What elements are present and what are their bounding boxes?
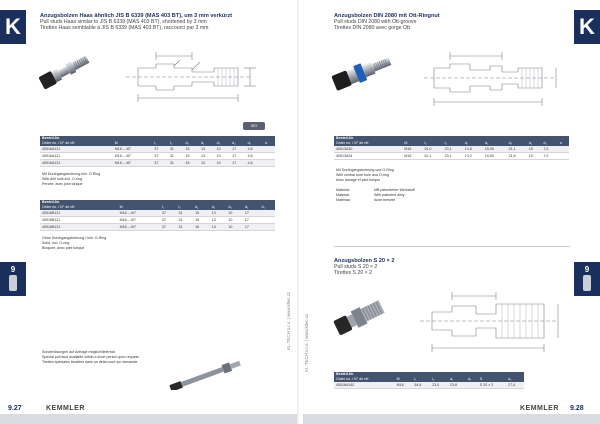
table-cell: 37 <box>160 217 177 224</box>
col-header: M <box>113 140 153 146</box>
left-subtitle: Pull studs Haas similar to JIS B 6339 (MAS 403 BT), shortened by 3 mm <box>40 19 207 26</box>
col-header: d₃ <box>507 140 527 146</box>
order-number: 40516A162 <box>334 382 395 389</box>
table-cell: 17 <box>243 210 260 217</box>
section2-title: Anzugsbolzen S 20 × 2 <box>334 258 395 264</box>
note-line: Sonderlösungen auf Anfrage möglich/lieferbar. <box>42 350 116 354</box>
chapter-tab <box>0 262 26 296</box>
pull-stud-photo <box>34 46 96 94</box>
order-number: 40516B121 <box>40 210 118 217</box>
table-cell: 15 <box>193 224 210 231</box>
col-header: Order no. / N° de réf. <box>334 140 402 146</box>
table-cell: 23,0 <box>430 382 448 389</box>
spec-value: MB patentierter Werkstoff <box>374 188 415 192</box>
col-header: l₁ <box>412 376 430 382</box>
table-cell: 31 <box>168 153 184 160</box>
left-note-1 <box>42 172 100 186</box>
table-cell: 21,1 <box>507 146 527 153</box>
order-number: 40516A121 <box>40 160 113 167</box>
brand-tab: K <box>574 10 600 44</box>
left-title: Anzugsbolzen Haas ähnlich JIS B 6339 (MAS 403 BT), um 3 mm verkürzt <box>40 13 233 19</box>
table-row <box>334 382 524 389</box>
note-line: Solid, incl. O-ring <box>42 240 70 245</box>
col-header: d₂ <box>210 204 227 210</box>
technical-drawing <box>118 46 278 108</box>
right-subtitle-fr: Tirettes DIN 2080 avec gorge Ott <box>334 25 410 32</box>
table-cell: 4,6 <box>246 153 263 160</box>
note-line: Mit Durchgangsbohrung und O-Ring <box>336 168 394 172</box>
table-cell: 31 <box>177 210 194 217</box>
col-header: l₁ <box>152 140 168 146</box>
col-header: Order no. / N° de réf. <box>40 140 113 146</box>
note-line: With drill hole incl. O-ring <box>42 176 82 181</box>
right-subtitle: Pull studs DIN 2080 with Ott-groove <box>334 19 417 26</box>
table-cell: 15 <box>183 160 199 167</box>
s20-pull-stud-photo <box>330 292 390 342</box>
col-header: d₃ <box>226 204 243 210</box>
note-line: Mit Durchgangsbohrung inkl. O-Ring <box>42 172 101 176</box>
col-header: d₅ <box>541 140 557 146</box>
table-cell: 31 <box>168 160 184 167</box>
col-header: Order no. / N° de réf. <box>40 204 118 210</box>
col-header: d₁ <box>463 140 483 146</box>
table-cell: 21,6 <box>507 153 527 160</box>
s20-technical-drawing <box>412 288 572 358</box>
table-caption: Bestell-Nr. <box>40 200 275 204</box>
col-header: α <box>263 140 275 146</box>
brand-tab: K <box>0 10 26 44</box>
col-header: α <box>558 140 569 146</box>
table-cell: M16 – 40° <box>113 153 153 160</box>
order-number: 40513A30 <box>334 146 402 153</box>
chapter-tab <box>574 262 600 296</box>
col-header: d₃ <box>215 140 231 146</box>
table-cell: 10 <box>215 153 231 160</box>
col-header: Order no. / N° de réf. <box>334 376 395 382</box>
pull-stud-icon <box>583 275 591 291</box>
note-line: Tirettes spéciales livrables dans un délai court sur demande. <box>42 359 139 364</box>
note-line: Special pull stud available within a short period upon request. <box>42 354 140 359</box>
col-header: d₂ <box>483 140 507 146</box>
table-cell: 17 <box>230 146 246 153</box>
spec-label: Material: <box>336 192 350 197</box>
table-cell: 17 <box>243 224 260 231</box>
table-cell: 13 <box>199 153 215 160</box>
table-cell: 27,4 <box>506 382 524 389</box>
chapter-number: 9 <box>584 265 590 274</box>
spec-value: With patented alloy <box>374 192 405 197</box>
col-header: l₁ <box>160 204 177 210</box>
left-table-1 <box>40 136 275 167</box>
table-cell: 23,1 <box>443 153 463 160</box>
section-divider <box>334 246 570 247</box>
col-header: l₂ <box>430 376 448 382</box>
table-cell: M16 – 40° <box>118 210 160 217</box>
col-header: l₁ <box>423 140 443 146</box>
table-cell: 15,00 <box>483 146 507 153</box>
right-note-1 <box>336 168 394 182</box>
col-header: d₁ <box>183 140 199 146</box>
table-cell: 17 <box>230 153 246 160</box>
note-line: Bloquée, avec joint torique <box>42 245 85 250</box>
col-header: d₂ <box>199 140 215 146</box>
col-header: d₁ <box>193 204 210 210</box>
table-cell: 61,1 <box>423 153 443 160</box>
table-row <box>40 224 275 231</box>
page-number: 9.28 <box>570 405 584 412</box>
order-number: 40516A121 <box>40 153 113 160</box>
pull-stud-icon <box>9 275 17 291</box>
note-line: Avec lamage et joint torique <box>336 177 381 182</box>
note-line: With central bore hole and O-ring <box>336 172 389 177</box>
col-header: l₂ <box>443 140 463 146</box>
table-caption: Bestell-Nr. <box>40 136 275 140</box>
chapter-number: 9 <box>10 265 16 274</box>
table-cell: 10 <box>226 224 243 231</box>
col-header: S <box>478 376 506 382</box>
table-cell: 4,6 <box>246 146 263 153</box>
section2-header <box>334 258 534 277</box>
right-table-1 <box>334 136 569 160</box>
table-cell: 7,0 <box>541 146 557 153</box>
right-title: Anzugsbolzen DIN 2080 mit Ott-Ringnut <box>334 13 440 19</box>
table-cell: 15 <box>183 146 199 153</box>
vertical-contact: KL-TECH s.r.o. | www.kltec.cz <box>286 291 291 350</box>
table-cell: 13 <box>210 210 227 217</box>
table-cell: M16 <box>395 382 413 389</box>
table-caption: Bestell-Nr. <box>334 136 569 140</box>
table-row <box>40 217 275 224</box>
table-cell: 13,2 <box>463 153 483 160</box>
table-cell: 10 <box>215 160 231 167</box>
section2-subtitle: Pull studs S 20 × 2 <box>334 264 378 271</box>
col-header: d₄ <box>243 204 260 210</box>
col-header: d₁ <box>448 376 466 382</box>
col-header: l₂ <box>168 140 184 146</box>
spec-label: Material: <box>336 188 350 192</box>
section2-subtitle-fr: Tirettes S 20 × 2 <box>334 270 373 277</box>
order-number: 40516B121 <box>40 224 118 231</box>
order-number: 40516A121 <box>40 146 113 153</box>
spec-value: Acier breveté <box>374 197 396 202</box>
footer-bar <box>0 414 297 424</box>
table-cell: 31 <box>177 224 194 231</box>
col-header: d₅ <box>246 140 263 146</box>
note-line: Ohne Durchgangsbohrung / inkl. O-Ring <box>42 236 107 240</box>
table-cell: 31 <box>168 146 184 153</box>
right-header <box>334 13 564 32</box>
spec-label: Matériau: <box>336 197 351 202</box>
col-header: d₅ <box>506 376 524 382</box>
order-number: 40516B121 <box>40 217 118 224</box>
table-cell: M16 <box>402 146 422 153</box>
table-cell: 15 <box>527 146 542 153</box>
left-note-2 <box>42 236 106 250</box>
iso-badge: ISO <box>243 122 265 130</box>
table-row <box>40 160 275 167</box>
right-page <box>300 0 600 424</box>
table-cell: 7,0 <box>541 153 557 160</box>
table-cell: M16 <box>402 153 422 160</box>
col-header: M <box>402 140 422 146</box>
order-number: 40513A34 <box>334 153 402 160</box>
table-cell: 13 <box>210 217 227 224</box>
ott-pull-stud-photo <box>328 48 398 96</box>
table-cell: 13 <box>210 224 227 231</box>
note-line: Percée, avec joint torique <box>42 181 83 186</box>
table-cell: 37 <box>152 146 168 153</box>
col-header: d₂ <box>466 376 478 382</box>
vertical-contact: KL-TECH s.r.o. | www.kltec.cz <box>304 313 309 372</box>
table-cell: 51,0 <box>423 146 443 153</box>
table-cell: M16 – 40° <box>118 224 160 231</box>
brand-name: KEMMLER <box>520 405 559 412</box>
table-row <box>334 153 569 160</box>
table-caption: Bestell-Nr. <box>334 372 524 376</box>
left-subtitle-fr: Tirettes Haas semblable à JIS B 6339 (MAS 403 BT), raccourci par 3 mm <box>40 25 209 32</box>
table-cell: M16 – 40° <box>118 217 160 224</box>
table-cell: 17 <box>230 160 246 167</box>
table-cell: 37 <box>152 153 168 160</box>
table-cell: 37 <box>160 210 177 217</box>
table-cell: 37 <box>160 224 177 231</box>
table-cell: 10 <box>226 210 243 217</box>
material-spec <box>336 188 415 202</box>
table-cell: 4,6 <box>246 160 263 167</box>
table-cell: 54,6 <box>412 382 430 389</box>
col-header: M <box>118 204 160 210</box>
ott-technical-drawing <box>418 46 576 112</box>
col-header: d₅ <box>260 204 275 210</box>
table-cell: 10 <box>226 217 243 224</box>
table-cell: M16 – 40° <box>113 160 153 167</box>
table-cell: 13 <box>199 160 215 167</box>
brand-name: KEMMLER <box>46 405 85 412</box>
table-cell: 19,60 <box>483 153 507 160</box>
table-cell: 13,8 <box>463 146 483 153</box>
table-cell: 23,1 <box>443 146 463 153</box>
col-header: M <box>395 376 413 382</box>
table-cell: 15 <box>527 153 542 160</box>
table-cell: 10 <box>215 146 231 153</box>
table-row <box>40 153 275 160</box>
table-cell: 17 <box>243 217 260 224</box>
left-table-2 <box>40 200 275 231</box>
table-cell: 13 <box>199 146 215 153</box>
table-cell: M16 – 40° <box>113 146 153 153</box>
col-header: d₄ <box>230 140 246 146</box>
page-number: 9.27 <box>8 405 22 412</box>
spec-row <box>336 198 415 203</box>
table-cell: 23,8 <box>448 382 466 389</box>
table-cell: 15 <box>183 153 199 160</box>
table-cell: S 20 × 2 <box>478 382 506 389</box>
table-cell: 15 <box>193 210 210 217</box>
right-table-2 <box>334 372 524 389</box>
left-header <box>40 13 290 32</box>
col-header: l₂ <box>177 204 194 210</box>
table-cell: 37 <box>152 160 168 167</box>
table-cell: 31 <box>177 217 194 224</box>
col-header: d₄ <box>527 140 542 146</box>
table-cell: 15 <box>193 217 210 224</box>
footer-bar <box>303 414 600 424</box>
long-pull-stud-photo <box>166 360 246 390</box>
